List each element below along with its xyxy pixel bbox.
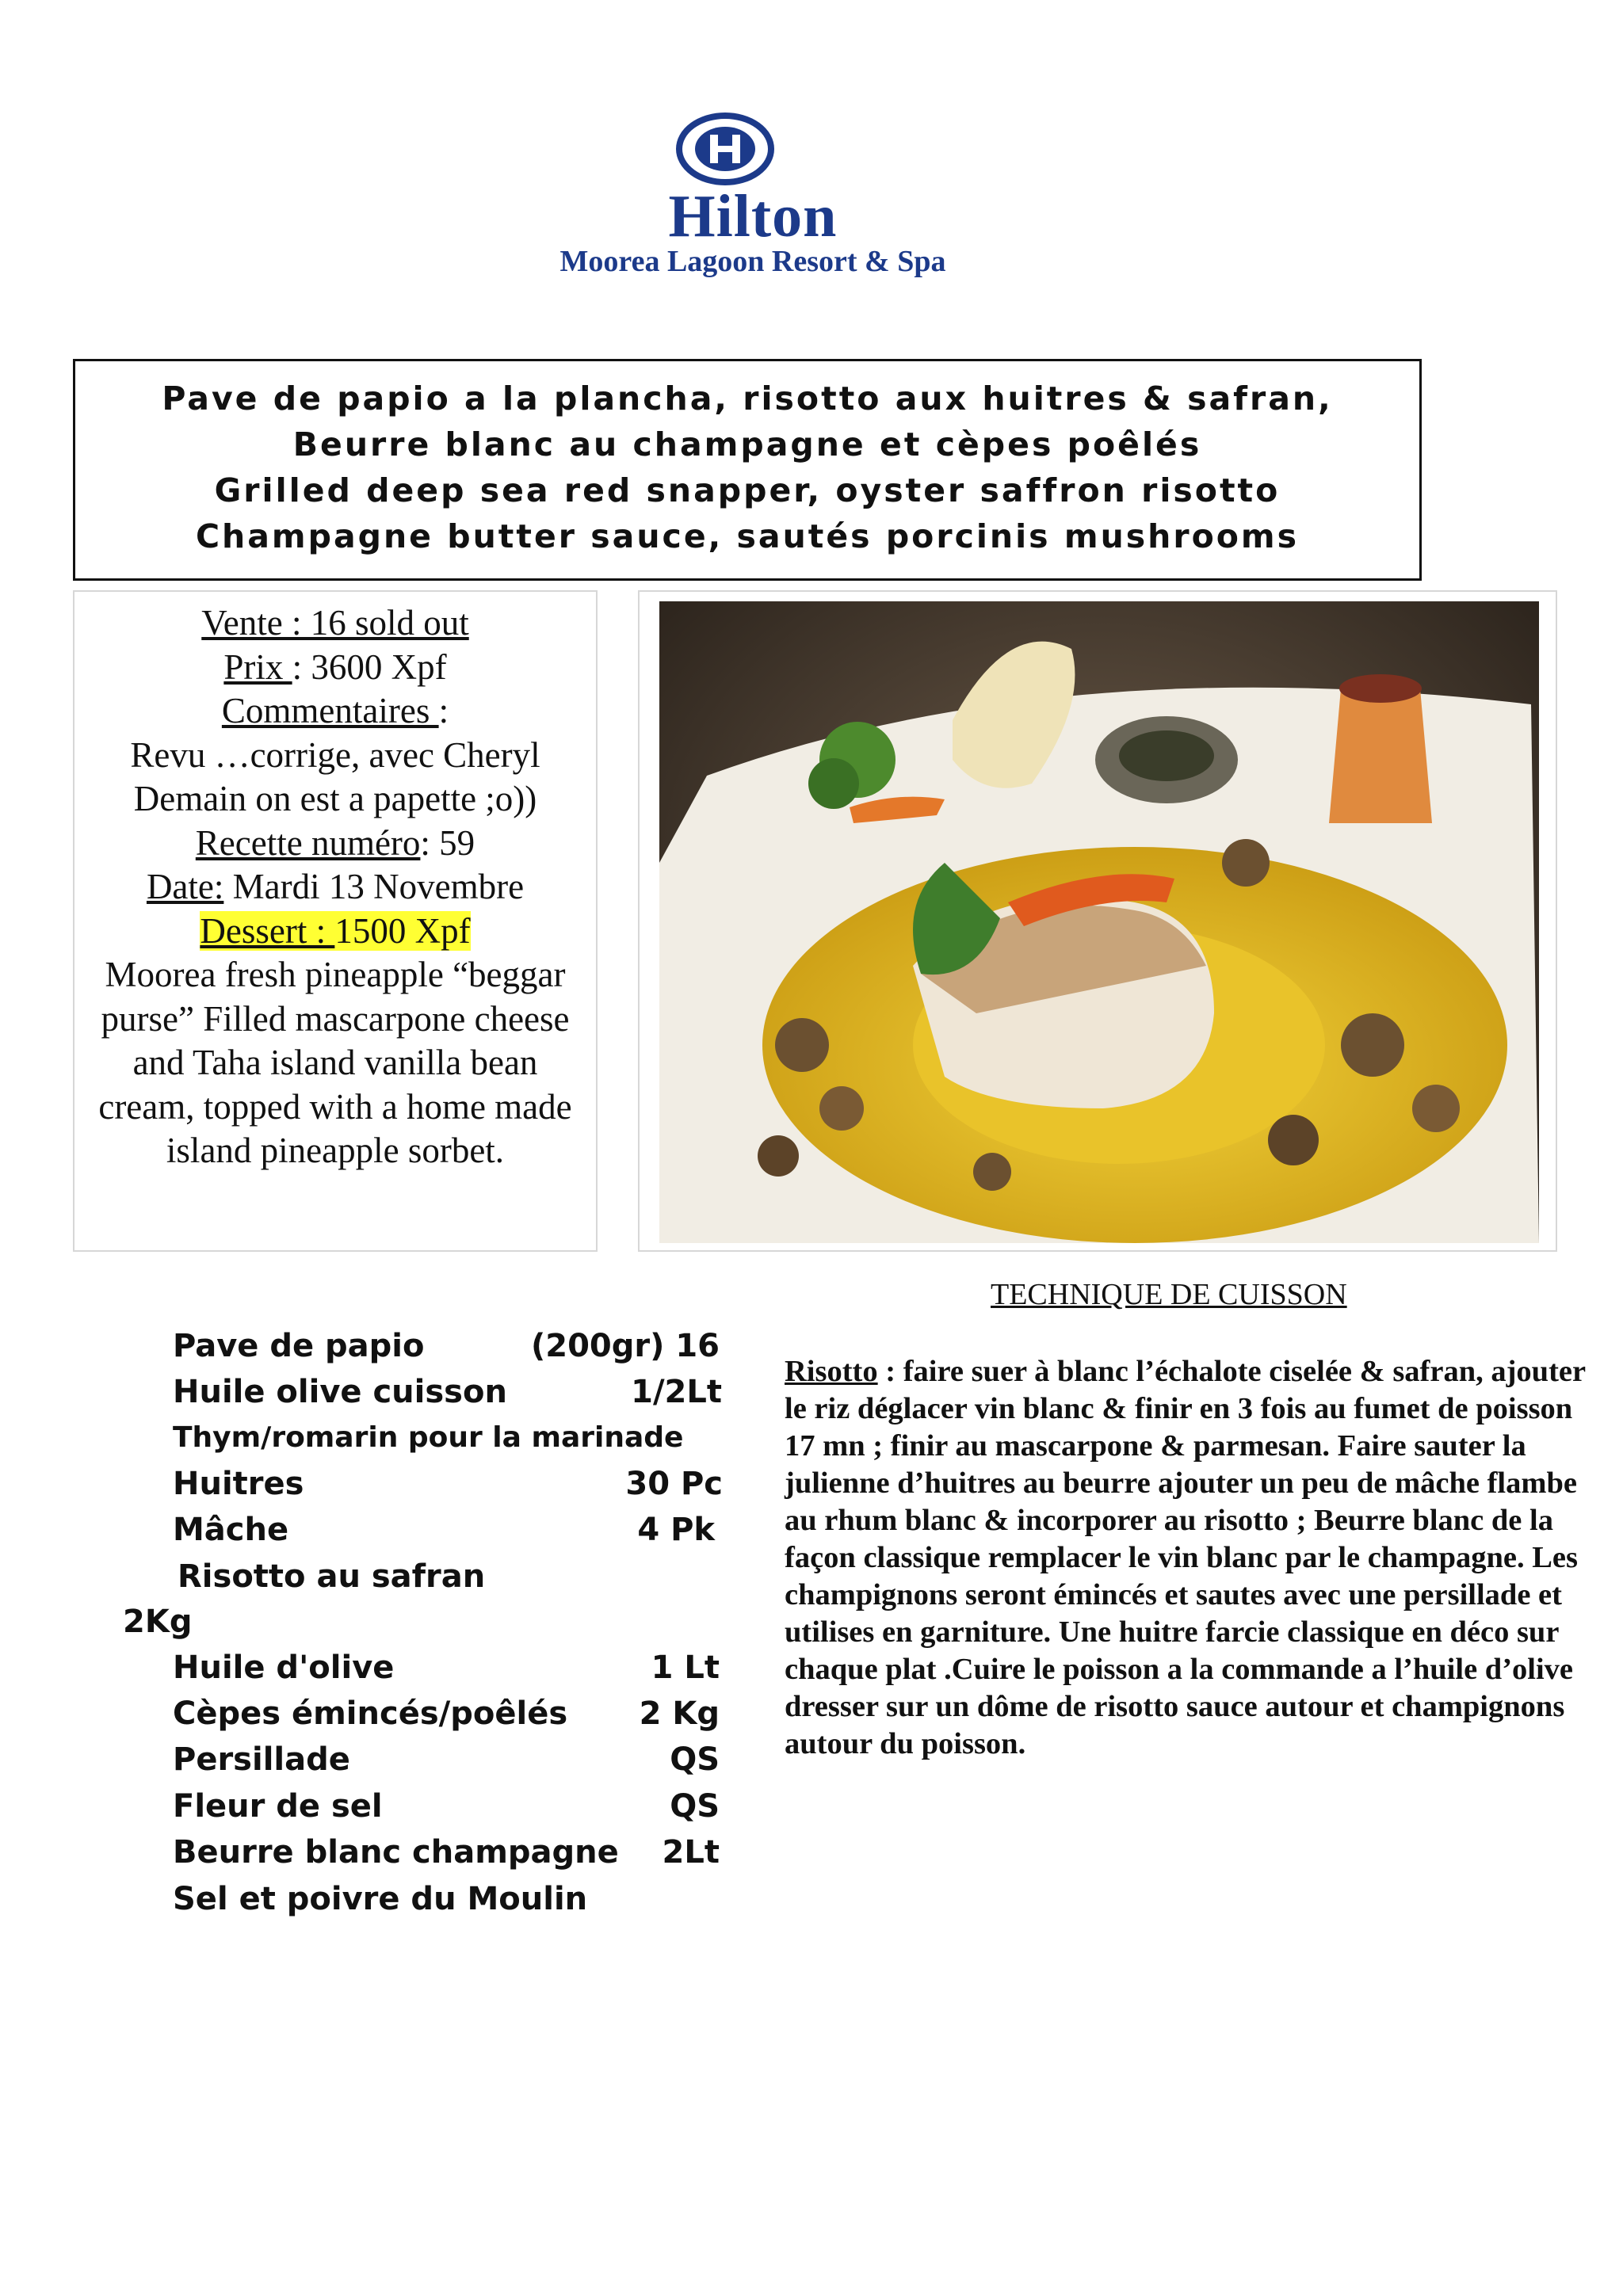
recette-line: Recette numéro: 59 bbox=[195, 822, 475, 863]
technique-text bbox=[785, 1353, 1593, 1763]
info-box bbox=[73, 590, 598, 1252]
vente-line: Vente : 16 sold out bbox=[201, 603, 469, 643]
technique-label: Risotto bbox=[785, 1355, 878, 1388]
commentaires-line: Commentaires : bbox=[221, 691, 449, 730]
ingredient-row: Risotto au safran bbox=[178, 1558, 486, 1595]
ingredient-row: Huile olive cuisson 1/2Lt bbox=[173, 1374, 722, 1410]
comment-line: Revu …corrige, avec Cheryl bbox=[130, 734, 540, 775]
technique-body: : faire suer à blanc l’échalote ciselée & safran, ajouter le riz déglacer vin blanc & finir en 3 fois au fumet de poisson 17 mn ; finir au mascarpone & parmesan. Faire sauter la julienne d’huitres au beurre ajouter un peu de mâche flambe au rhum blanc & incorporer au risotto ; Beurre blanc de la façon classique remplacer le vin blanc par le champagne. Les champignons seront émincés et sautes avec une persillade et utilises en garniture. Une huitre farcie classique en déco sur chaque plat .Cuire le poisson a la commande a l’huile d’olive dresser sur un dôme de risotto sauce autour et champignons autour du poisson. bbox=[785, 1355, 1586, 1760]
ingredient-row: Pave de papio (200gr) 16 bbox=[173, 1328, 720, 1364]
ingredient-row: Sel et poivre du Moulin bbox=[173, 1881, 588, 1917]
ingredient-row: Cèpes émincés/poêlés 2 Kg bbox=[173, 1695, 720, 1732]
prix-line: Prix : 3600 Xpf bbox=[223, 646, 447, 687]
date-line: Date: Mardi 13 Novembre bbox=[146, 867, 525, 906]
title-line: Grilled deep sea red snapper, oyster saffron risotto bbox=[214, 471, 1281, 509]
title-line: Pave de papio a la plancha, risotto aux huitres & safran, bbox=[162, 379, 1333, 418]
ingredient-row: Huile d'olive 1 Lt bbox=[173, 1650, 720, 1686]
ingredient-row: Thym/romarin pour la marinade bbox=[173, 1421, 684, 1454]
ingredient-row: Persillade QS bbox=[173, 1741, 720, 1778]
dish-photo bbox=[659, 601, 1539, 1243]
dish-photo-frame bbox=[638, 590, 1557, 1252]
technique-title: TECHNIQUE DE CUISSON bbox=[991, 1278, 1347, 1311]
hotel-logo bbox=[475, 111, 1030, 293]
dessert-line: Dessert : 1500 Xpf bbox=[200, 910, 471, 951]
ingredient-row: Mâche 4 Pk bbox=[173, 1512, 715, 1548]
title-line: Champagne butter sauce, sautés porcinis mushrooms bbox=[195, 517, 1300, 555]
dish-title-box bbox=[73, 359, 1422, 581]
brand-name: Hilton bbox=[668, 183, 838, 250]
ingredient-row: 2Kg bbox=[123, 1604, 193, 1640]
brand-subtitle: Moorea Lagoon Resort & Spa bbox=[559, 245, 946, 278]
hilton-logo-icon bbox=[674, 111, 777, 187]
comment-line: Demain on est a papette ;o)) bbox=[133, 779, 537, 818]
dessert-description: Moorea fresh pineapple “beggar purse” Filled mascarpone cheese and Taha island vanilla bean cream, topped with a home made island pineapple sorbet. bbox=[98, 955, 572, 1170]
ingredient-row: Fleur de sel QS bbox=[173, 1788, 720, 1825]
ingredient-row: Huitres 30 Pc bbox=[173, 1466, 723, 1502]
title-line: Beurre blanc au champagne et cèpes poêlés bbox=[292, 425, 1202, 463]
ingredient-row: Beurre blanc champagne 2Lt bbox=[173, 1834, 720, 1871]
